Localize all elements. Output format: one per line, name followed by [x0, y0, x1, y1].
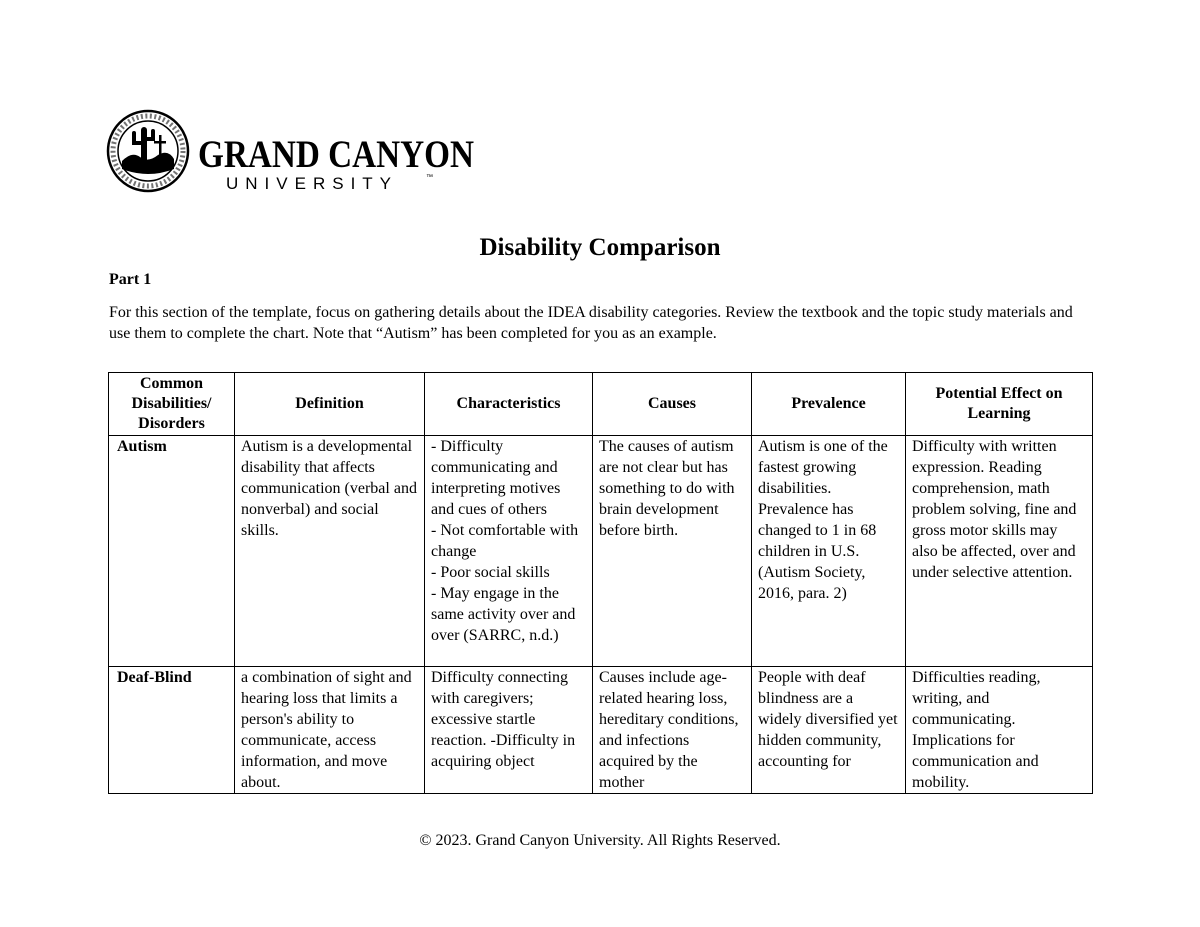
cell-line: Definition: [295, 395, 364, 412]
cell-prevalence: People with deaf blindness are a widely diversified yet hidden community, accounting for: [752, 667, 906, 794]
header-causes: [593, 373, 752, 436]
cell-line: Potential Effect on: [935, 385, 1063, 402]
cell-line: Causes: [647, 395, 696, 412]
table-header-row: [109, 373, 1093, 436]
cell-line: - Not comfortable with change: [431, 522, 579, 560]
table-row: [109, 436, 1093, 667]
cell-line: Disabilities/: [131, 395, 212, 412]
page-title: Disability Comparison: [479, 234, 721, 261]
disability-comparison-table: [108, 372, 1093, 794]
cell-potential-effect: Difficulties reading, writing, and communicating. Implications for communication and mobility.: [906, 667, 1093, 794]
header-common-disabilities: [109, 373, 235, 436]
gcu-logo-graphic: [108, 107, 488, 195]
intro-paragraph: For this section of the template, focus on gathering details about the IDEA disability categories. Review the textbook and the topic study materials and use them to complete the chart. Note that “Autism” has been completed for you as an example.: [109, 304, 1073, 342]
cell-causes: The causes of autism are not clear but has something to do with brain development before birth.: [593, 436, 752, 667]
row-label-deaf-blind: Deaf-Blind: [109, 667, 235, 794]
row-label-autism: Autism: [109, 436, 235, 667]
header-prevalence: [752, 373, 906, 436]
logo-trademark: ™: [426, 174, 433, 181]
header-definition: [235, 373, 425, 436]
cell-line: - Poor social skills: [431, 564, 550, 581]
cell-potential-effect: Difficulty with written expression. Reading comprehension, math problem solving, fine and gross motor skills may also be affected, over and under selective attention.: [906, 436, 1093, 667]
cell-line: Learning: [967, 405, 1031, 422]
header-characteristics: [425, 373, 593, 436]
cell-line: - May engage in the same activity over and over (SARRC, n.d.): [431, 585, 576, 644]
cell-line: Prevalence: [791, 395, 866, 412]
cell-line: Difficulty connecting with caregivers; excessive startle reaction. -Difficulty in acquiring object: [431, 669, 576, 770]
cell-line: Common: [139, 375, 204, 392]
cell-prevalence: Autism is one of the fastest growing disabilities. Prevalence has changed to 1 in 68 children in U.S. (Autism Society, 2016, para. 2): [752, 436, 906, 667]
cell-line: Disorders: [138, 415, 205, 432]
header-potential-effect: [906, 373, 1093, 436]
logo-name-top: GRAND CANYON: [198, 133, 474, 176]
table-row: [109, 667, 1093, 794]
cell-causes: Causes include age-related hearing loss, hereditary conditions, and infections acquired by the mother: [593, 667, 752, 794]
cell-line: - Difficulty communicating and interpreting motives and cues of others: [431, 438, 561, 518]
logo-name-bottom: UNIVERSITY: [226, 174, 399, 193]
part-heading: Part 1: [109, 271, 152, 288]
copyright-footer: © 2023. Grand Canyon University. All Rights Reserved.: [419, 832, 781, 849]
cell-characteristics: [425, 436, 593, 667]
cell-characteristics: [425, 667, 593, 794]
cell-line: Characteristics: [456, 395, 561, 412]
gcu-logo: [108, 107, 488, 195]
cell-definition: Autism is a developmental disability that affects communication (verbal and nonverbal) and social skills.: [235, 436, 425, 667]
cell-definition: a combination of sight and hearing loss that limits a person's ability to communicate, access information, and move about.: [235, 667, 425, 794]
